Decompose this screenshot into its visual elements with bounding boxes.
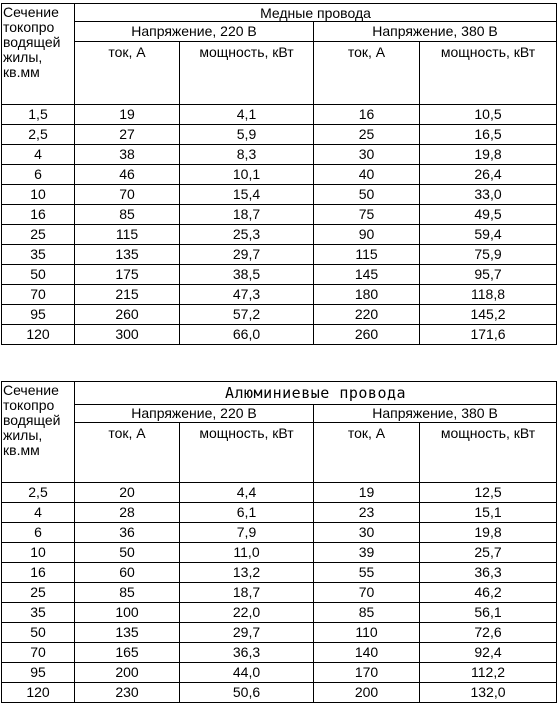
current-220-cell: 60 <box>75 563 180 583</box>
current-220-cell: 27 <box>75 125 180 145</box>
power-380-cell: 10,5 <box>420 105 557 125</box>
current-column-header: ток, А <box>314 423 420 483</box>
table-row <box>2 265 557 285</box>
table-row <box>2 105 557 125</box>
table-row <box>2 165 557 185</box>
power-220-cell: 66,0 <box>180 325 314 345</box>
power-380-cell: 19,8 <box>420 523 557 543</box>
power-380-cell: 59,4 <box>420 225 557 245</box>
current-220-cell: 36 <box>75 523 180 543</box>
current-380-cell: 40 <box>314 165 420 185</box>
section-cell: 10 <box>2 185 75 205</box>
table-row <box>2 663 557 683</box>
power-380-cell: 132,0 <box>420 683 557 703</box>
current-380-cell: 180 <box>314 285 420 305</box>
table-row <box>2 245 557 265</box>
voltage-220-header: Напряжение, 220 В <box>75 405 314 423</box>
table-row <box>2 325 557 345</box>
current-380-cell: 30 <box>314 523 420 543</box>
table-row <box>2 523 557 543</box>
power-380-cell: 12,5 <box>420 483 557 503</box>
table-row <box>2 305 557 325</box>
current-220-cell: 28 <box>75 503 180 523</box>
voltage-380-header: Напряжение, 380 В <box>314 405 557 423</box>
section-cell: 4 <box>2 145 75 165</box>
power-column-header: мощность, кВт <box>180 423 314 483</box>
current-220-cell: 46 <box>75 165 180 185</box>
power-380-cell: 118,8 <box>420 285 557 305</box>
section-cell: 6 <box>2 165 75 185</box>
current-220-cell: 50 <box>75 543 180 563</box>
power-380-cell: 56,1 <box>420 603 557 623</box>
power-220-cell: 4,4 <box>180 483 314 503</box>
section-header-line: Сечение <box>3 382 59 398</box>
power-220-cell: 6,1 <box>180 503 314 523</box>
table-title: Медные провода <box>75 4 557 22</box>
power-220-cell: 10,1 <box>180 165 314 185</box>
section-cell: 1,5 <box>2 105 75 125</box>
power-220-cell: 47,3 <box>180 285 314 305</box>
section-cell: 35 <box>2 603 75 623</box>
table-row <box>2 205 557 225</box>
power-380-cell: 33,0 <box>420 185 557 205</box>
table-row <box>2 503 557 523</box>
power-380-cell: 95,7 <box>420 265 557 285</box>
current-380-cell: 16 <box>314 105 420 125</box>
current-220-cell: 115 <box>75 225 180 245</box>
table-row <box>2 225 557 245</box>
section-cell: 10 <box>2 543 75 563</box>
table-row <box>2 185 557 205</box>
power-220-cell: 11,0 <box>180 543 314 563</box>
power-220-cell: 13,2 <box>180 563 314 583</box>
current-380-cell: 145 <box>314 265 420 285</box>
aluminum-table-body <box>2 483 557 703</box>
current-220-cell: 38 <box>75 145 180 165</box>
power-380-cell: 92,4 <box>420 643 557 663</box>
section-cell: 16 <box>2 205 75 225</box>
current-220-cell: 260 <box>75 305 180 325</box>
current-220-cell: 19 <box>75 105 180 125</box>
power-380-cell: 15,1 <box>420 503 557 523</box>
section-cell: 25 <box>2 225 75 245</box>
table-row <box>2 603 557 623</box>
power-220-cell: 8,3 <box>180 145 314 165</box>
section-header-line: водящей <box>3 412 61 428</box>
power-220-cell: 5,9 <box>180 125 314 145</box>
power-380-cell: 26,4 <box>420 165 557 185</box>
section-header-cell <box>2 4 75 105</box>
voltage-220-header: Напряжение, 220 В <box>75 22 314 42</box>
section-cell: 50 <box>2 265 75 285</box>
power-380-cell: 72,6 <box>420 623 557 643</box>
power-220-cell: 22,0 <box>180 603 314 623</box>
table-title: Алюминиевые провода <box>75 382 557 405</box>
current-380-cell: 55 <box>314 563 420 583</box>
power-380-cell: 46,2 <box>420 583 557 603</box>
current-220-cell: 85 <box>75 205 180 225</box>
power-380-cell: 112,2 <box>420 663 557 683</box>
section-cell: 4 <box>2 503 75 523</box>
current-220-cell: 215 <box>75 285 180 305</box>
table-row <box>2 643 557 663</box>
power-380-cell: 145,2 <box>420 305 557 325</box>
section-cell: 95 <box>2 663 75 683</box>
table-row <box>2 543 557 563</box>
table-row <box>2 683 557 703</box>
table-row <box>2 285 557 305</box>
section-header-line: Сечение <box>3 4 59 20</box>
power-220-cell: 18,7 <box>180 583 314 603</box>
current-380-cell: 170 <box>314 663 420 683</box>
current-380-cell: 220 <box>314 305 420 325</box>
power-220-cell: 38,5 <box>180 265 314 285</box>
power-220-cell: 7,9 <box>180 523 314 543</box>
power-220-cell: 25,3 <box>180 225 314 245</box>
table-row <box>2 125 557 145</box>
power-column-header: мощность, кВт <box>420 42 557 105</box>
current-220-cell: 300 <box>75 325 180 345</box>
power-380-cell: 49,5 <box>420 205 557 225</box>
section-cell: 6 <box>2 523 75 543</box>
power-220-cell: 15,4 <box>180 185 314 205</box>
power-220-cell: 29,7 <box>180 623 314 643</box>
section-header-line: токопро <box>3 19 55 35</box>
current-380-cell: 39 <box>314 543 420 563</box>
current-220-cell: 70 <box>75 185 180 205</box>
current-380-cell: 115 <box>314 245 420 265</box>
power-220-cell: 44,0 <box>180 663 314 683</box>
current-380-cell: 23 <box>314 503 420 523</box>
current-380-cell: 90 <box>314 225 420 245</box>
power-220-cell: 36,3 <box>180 643 314 663</box>
section-cell: 120 <box>2 683 75 703</box>
table-row <box>2 483 557 503</box>
current-380-cell: 19 <box>314 483 420 503</box>
section-cell: 50 <box>2 623 75 643</box>
current-220-cell: 85 <box>75 583 180 603</box>
current-220-cell: 165 <box>75 643 180 663</box>
current-column-header: ток, А <box>314 42 420 105</box>
power-380-cell: 19,8 <box>420 145 557 165</box>
power-column-header: мощность, кВт <box>180 42 314 105</box>
power-220-cell: 29,7 <box>180 245 314 265</box>
aluminum-wires-table <box>1 381 557 703</box>
current-380-cell: 85 <box>314 603 420 623</box>
section-cell: 2,5 <box>2 483 75 503</box>
copper-table-body <box>2 105 557 345</box>
current-220-cell: 100 <box>75 603 180 623</box>
table-row <box>2 145 557 165</box>
current-380-cell: 50 <box>314 185 420 205</box>
table-row <box>2 583 557 603</box>
copper-wires-table <box>1 3 557 345</box>
power-220-cell: 4,1 <box>180 105 314 125</box>
section-header-line: водящей <box>3 34 61 50</box>
current-220-cell: 20 <box>75 483 180 503</box>
power-380-cell: 75,9 <box>420 245 557 265</box>
section-cell: 2,5 <box>2 125 75 145</box>
current-380-cell: 110 <box>314 623 420 643</box>
section-cell: 70 <box>2 643 75 663</box>
power-220-cell: 50,6 <box>180 683 314 703</box>
section-header-line: жилы, <box>3 427 43 443</box>
current-380-cell: 140 <box>314 643 420 663</box>
current-220-cell: 230 <box>75 683 180 703</box>
power-column-header: мощность, кВт <box>420 423 557 483</box>
power-380-cell: 25,7 <box>420 543 557 563</box>
power-380-cell: 16,5 <box>420 125 557 145</box>
voltage-380-header: Напряжение, 380 В <box>314 22 557 42</box>
current-220-cell: 135 <box>75 245 180 265</box>
power-220-cell: 18,7 <box>180 205 314 225</box>
section-header-line: жилы, <box>3 49 43 65</box>
section-cell: 16 <box>2 563 75 583</box>
current-220-cell: 175 <box>75 265 180 285</box>
current-column-header: ток, А <box>75 42 180 105</box>
section-cell: 120 <box>2 325 75 345</box>
power-220-cell: 57,2 <box>180 305 314 325</box>
power-380-cell: 171,6 <box>420 325 557 345</box>
power-380-cell: 36,3 <box>420 563 557 583</box>
section-cell: 70 <box>2 285 75 305</box>
current-380-cell: 30 <box>314 145 420 165</box>
section-cell: 25 <box>2 583 75 603</box>
section-header-line: кв.мм <box>3 442 40 458</box>
current-220-cell: 200 <box>75 663 180 683</box>
current-380-cell: 200 <box>314 683 420 703</box>
current-380-cell: 25 <box>314 125 420 145</box>
current-380-cell: 260 <box>314 325 420 345</box>
current-380-cell: 75 <box>314 205 420 225</box>
section-cell: 95 <box>2 305 75 325</box>
current-column-header: ток, А <box>75 423 180 483</box>
current-380-cell: 70 <box>314 583 420 603</box>
section-header-cell <box>2 382 75 483</box>
section-header-line: кв.мм <box>3 64 40 80</box>
table-row <box>2 623 557 643</box>
section-cell: 35 <box>2 245 75 265</box>
section-header-line: токопро <box>3 397 55 413</box>
current-220-cell: 135 <box>75 623 180 643</box>
table-row <box>2 563 557 583</box>
